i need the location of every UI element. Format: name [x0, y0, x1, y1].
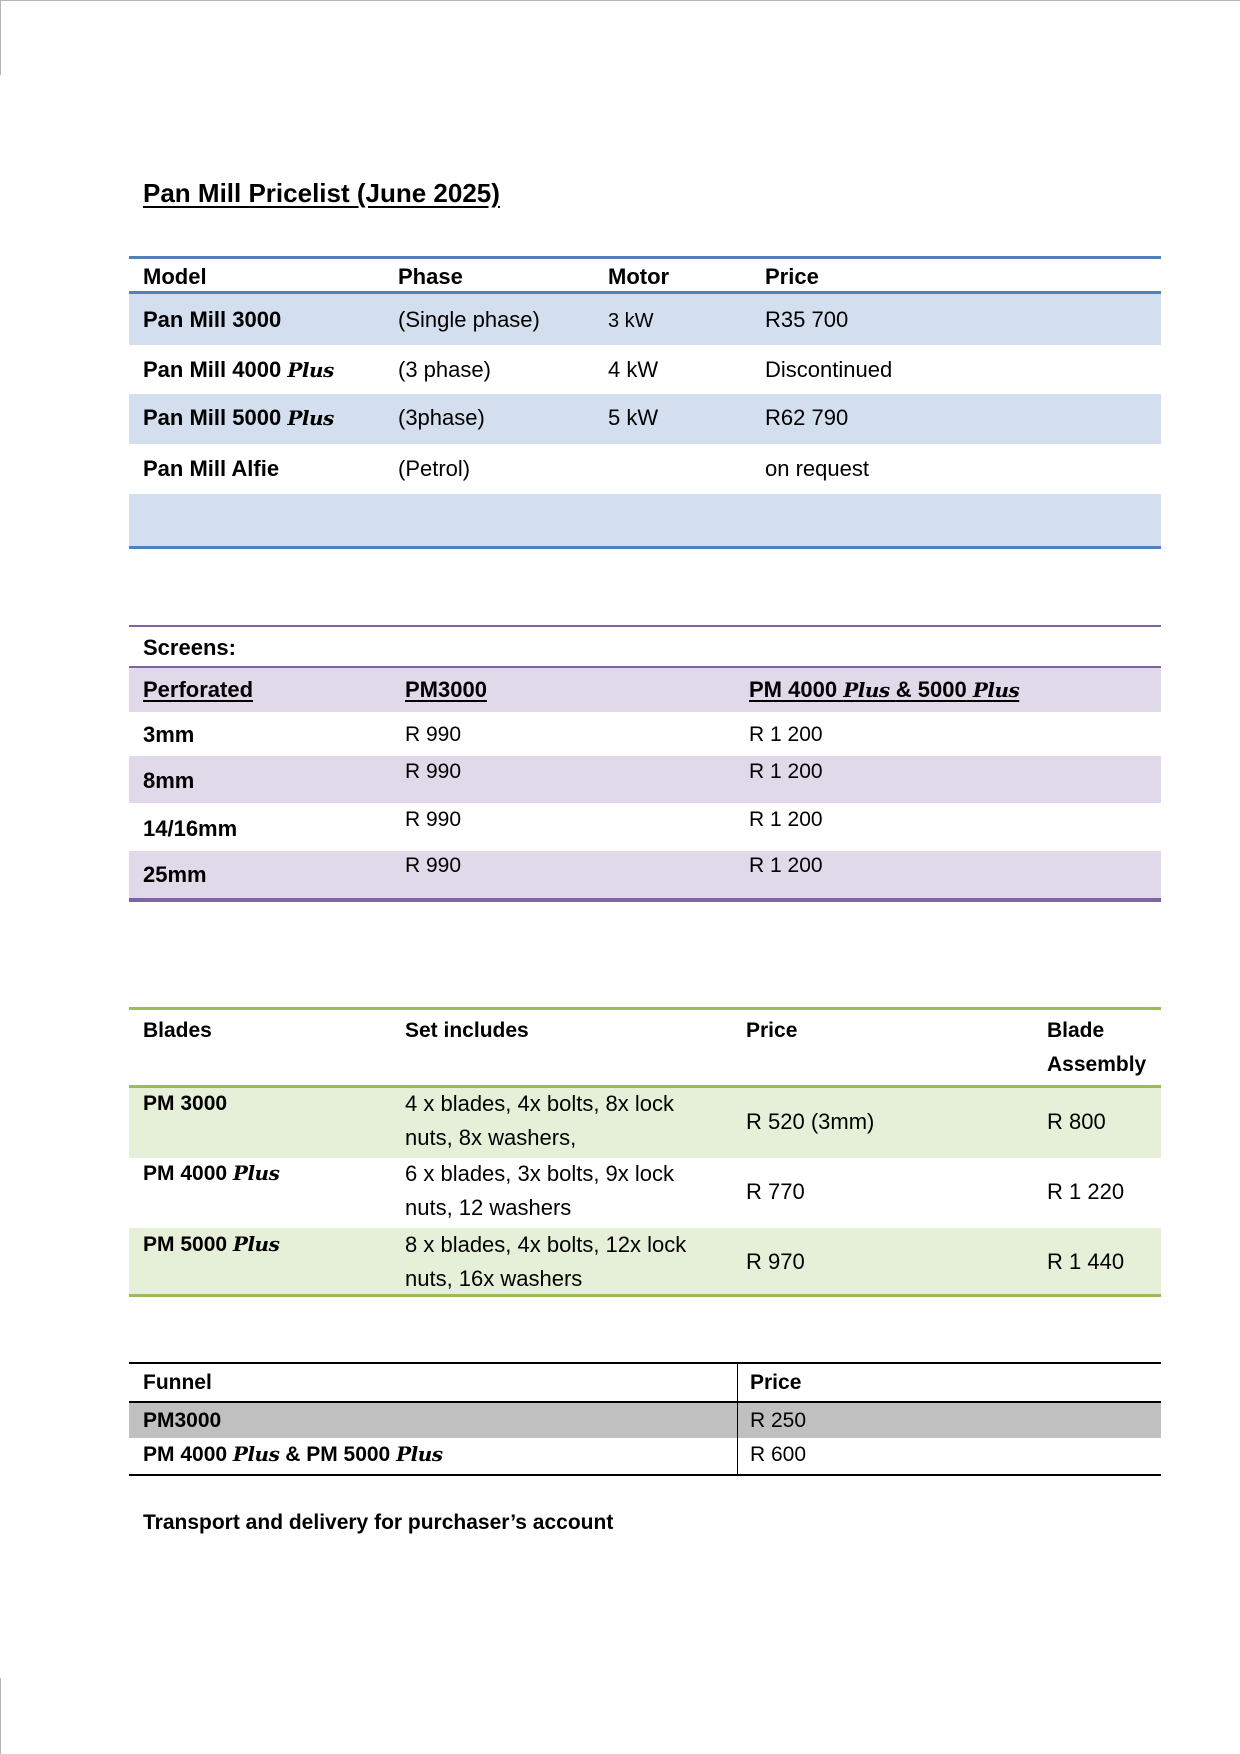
model-motor: 3 kW: [608, 310, 654, 332]
screens-caption: Screens:: [143, 635, 236, 660]
model-phase: (Single phase): [398, 307, 540, 332]
funnel-table: [129, 1362, 1161, 1476]
screen-price-pm3000: R 990: [405, 723, 462, 746]
header-assembly-line2: Assembly: [1047, 1053, 1147, 1076]
blade-assembly: R 1 220: [1047, 1179, 1125, 1204]
screen-price-pm3000: R 990: [405, 854, 462, 877]
plus-badge: Plus: [232, 1161, 280, 1185]
table-rule: [129, 898, 1161, 902]
table-row: [129, 1088, 1161, 1158]
header-funnel-price: Price: [750, 1371, 802, 1394]
page-title: Pan Mill Pricelist (June 2025): [143, 178, 500, 208]
funnel-price: R 250: [750, 1409, 807, 1432]
header-price: Price: [746, 1019, 798, 1042]
model-phase: (Petrol): [398, 456, 471, 481]
header-model: Model: [143, 264, 207, 289]
table-row: [129, 1228, 1161, 1294]
blade-model: PM 3000: [143, 1092, 228, 1115]
header-motor: Motor: [608, 264, 670, 289]
table-row: [129, 394, 1161, 444]
model-name: Pan Mill Alfie: [143, 456, 280, 481]
blade-model: PM 5000 Plus: [143, 1232, 280, 1256]
table-row: [129, 1438, 1161, 1474]
header-blades: Blades: [143, 1019, 212, 1042]
model-motor: 5 kW: [608, 405, 659, 430]
blade-set-line2: nuts, 16x washers: [405, 1266, 583, 1291]
funnel-header-row: [129, 1364, 1161, 1401]
table-rule: [129, 1294, 1161, 1297]
blades-header-row: [129, 1010, 1161, 1085]
table-row: [129, 851, 1161, 898]
table-row-empty: [129, 494, 1161, 546]
header-pm3000: PM3000: [405, 677, 487, 702]
model-name: Pan Mill 5000 Plus: [143, 405, 334, 430]
screen-size: 8mm: [143, 768, 195, 793]
plus-badge: Plus: [232, 1232, 280, 1256]
screens-caption-row: [129, 627, 1161, 666]
table-row: [129, 712, 1161, 756]
screens-header-row: [129, 668, 1161, 712]
screen-price-pm3000: R 990: [405, 808, 462, 831]
table-row: [129, 803, 1161, 851]
model-price: R62 790: [765, 405, 849, 430]
funnel-name: PM3000: [143, 1409, 222, 1432]
header-funnel: Funnel: [143, 1371, 212, 1394]
model-name: Pan Mill 4000 Plus: [143, 357, 334, 382]
model-phase: (3phase): [398, 405, 485, 430]
model-phase: (3 phase): [398, 357, 491, 382]
header-pm4000-5000: PM 4000 Plus & 5000 Plus: [749, 677, 1020, 702]
plus-badge: Plus: [972, 678, 1020, 702]
models-header-row: [129, 256, 1161, 294]
plus-badge: Plus: [232, 1442, 280, 1466]
table-row: [129, 756, 1161, 803]
footer-note: Transport and delivery for purchaser’s account: [143, 1511, 614, 1534]
header-assembly-line1: Blade: [1047, 1019, 1105, 1042]
header-perforated: Perforated: [143, 677, 254, 702]
plus-badge: Plus: [396, 1442, 443, 1466]
models-table: [129, 256, 1161, 551]
blade-price: R 520 (3mm): [746, 1109, 875, 1134]
blade-price: R 970: [746, 1249, 805, 1274]
model-price: Discontinued: [765, 357, 893, 382]
plus-badge: Plus: [287, 358, 334, 382]
page-border-bottom: [0, 1678, 1, 1754]
blade-price: R 770: [746, 1179, 805, 1204]
table-rule: [129, 546, 1161, 549]
screen-price-pm4000: R 1 200: [749, 760, 823, 783]
plus-badge: Plus: [843, 678, 890, 702]
blade-set-line1: 6 x blades, 3x bolts, 9x lock: [405, 1161, 675, 1186]
funnel-price: R 600: [750, 1443, 807, 1466]
table-rule: [129, 1474, 1161, 1476]
screen-price-pm4000: R 1 200: [749, 854, 823, 877]
model-price: on request: [765, 456, 869, 481]
header-price: Price: [765, 264, 819, 289]
blade-model: PM 4000 Plus: [143, 1161, 280, 1185]
model-name: Pan Mill 3000: [143, 307, 282, 332]
blade-set-line2: nuts, 12 washers: [405, 1195, 572, 1220]
screen-price-pm4000: R 1 200: [749, 808, 823, 831]
blades-table: [129, 1007, 1161, 1297]
blade-set-line1: 8 x blades, 4x bolts, 12x lock: [405, 1232, 687, 1257]
blade-assembly: R 1 440: [1047, 1249, 1125, 1274]
screen-size: 3mm: [143, 722, 195, 747]
model-price: R35 700: [765, 307, 849, 332]
blade-assembly: R 800: [1047, 1109, 1106, 1134]
table-row: [129, 345, 1161, 394]
blade-set-line2: nuts, 8x washers,: [405, 1125, 577, 1150]
header-set-includes: Set includes: [405, 1019, 529, 1042]
screen-size: 25mm: [143, 862, 207, 887]
header-phase: Phase: [398, 264, 463, 289]
column-divider: [737, 1362, 738, 1476]
screen-price-pm4000: R 1 200: [749, 723, 823, 746]
table-row: [129, 1158, 1161, 1228]
blade-set-line1: 4 x blades, 4x bolts, 8x lock: [405, 1091, 675, 1116]
funnel-name: PM 4000 Plus & PM 5000 Plus: [143, 1442, 443, 1466]
screens-table: [129, 625, 1161, 903]
screen-price-pm3000: R 990: [405, 760, 462, 783]
table-row: [129, 294, 1161, 345]
table-row: [129, 1403, 1161, 1438]
model-motor: 4 kW: [608, 357, 659, 382]
plus-badge: Plus: [287, 406, 334, 430]
table-row: [129, 444, 1161, 494]
page-border-top: [0, 0, 1240, 75]
screen-size: 14/16mm: [143, 816, 238, 841]
